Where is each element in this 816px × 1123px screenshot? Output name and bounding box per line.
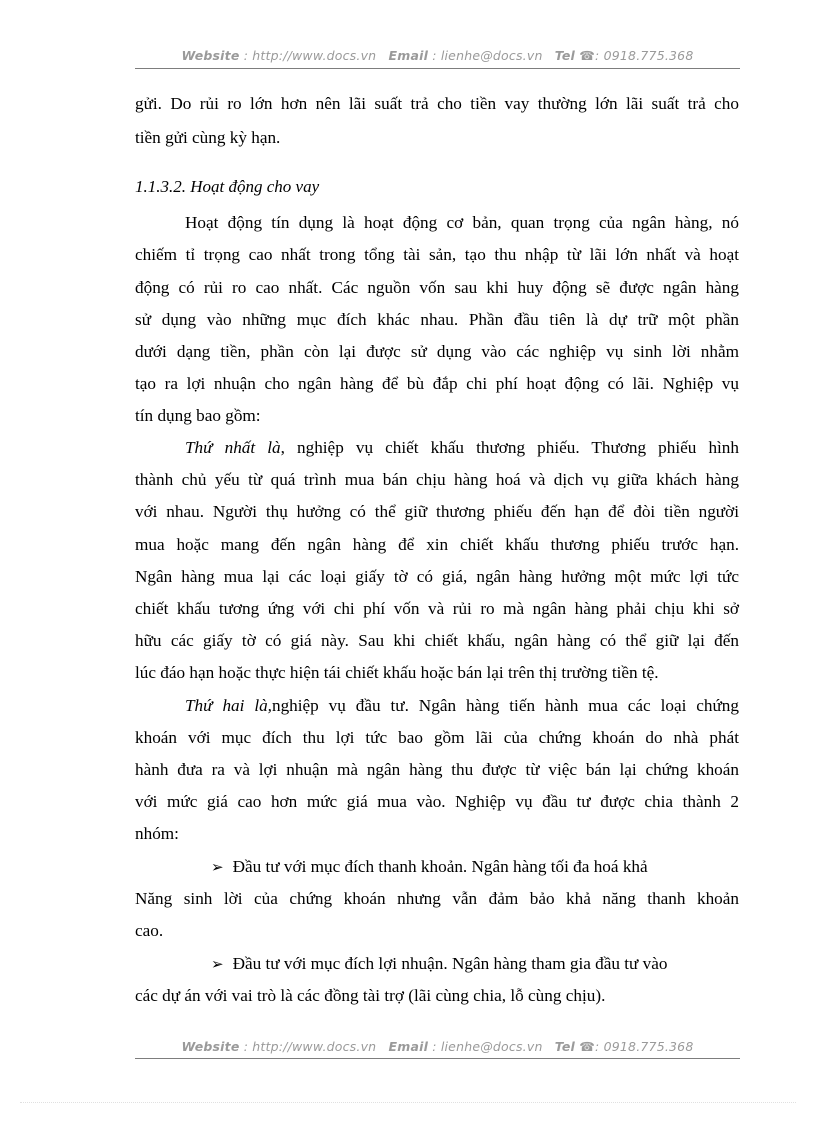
- text-line: Năng sinh lời của chứng khoán nhưng vẫn đảm bảo khả năng thanh khoản: [135, 889, 739, 908]
- email-label: Email: [388, 1039, 429, 1054]
- text-line: Hoạt động tín dụng là hoạt động cơ bản, quan trọng của ngân hàng, nó: [185, 213, 739, 232]
- emphasis-lead: Thứ hai là,: [185, 696, 272, 715]
- text-line: thành chủ yếu từ quá trình mua bán chịu hàng hoá và dịch vụ giữa khách hàng: [135, 470, 739, 489]
- text-line: các dự án với vai trò là các đồng tài trợ (lãi cùng chia, lỗ cùng chịu).: [135, 986, 606, 1005]
- text-line: khoán với mục đích thu lợi tức bao gồm lãi của chứng khoán do nhà phát: [135, 728, 739, 747]
- bullet-item: ➢ Đầu tư với mục đích thanh khoản. Ngân hàng tối đa hoá khả: [211, 857, 648, 876]
- text-line: sử dụng vào những mục đích khác nhau. Phần đầu tiên là dự trữ một phần: [135, 310, 739, 329]
- text-line: lúc đáo hạn hoặc thực hiện tái chiết khấu hoặc bán lại trên thị trường tiền tệ.: [135, 663, 659, 682]
- website-value: : http://www.docs.vn: [243, 48, 377, 63]
- tel-value: : 0918.775.368: [595, 48, 694, 63]
- text-line: tiền gửi cùng kỳ hạn.: [135, 128, 281, 147]
- page-header: [135, 48, 740, 63]
- text-line: Thứ hai là,nghiệp vụ đầu tư. Ngân hàng tiến hành mua các loại chứng: [185, 696, 739, 715]
- email-value: : lienhe@docs.vn: [432, 48, 543, 63]
- tel-value: : 0918.775.368: [595, 1039, 694, 1054]
- text-line: chiết khấu tương ứng với chi phí vốn và rủi ro mà ngân hàng phải chịu khi sở: [135, 599, 739, 618]
- phone-icon: ☎: [579, 48, 596, 63]
- bullet-item: ➢ Đầu tư với mục đích lợi nhuận. Ngân hàng tham gia đầu tư vào: [211, 954, 668, 973]
- text-line: Thứ nhất là, nghiệp vụ chiết khấu thương phiếu. Thương phiếu hình: [185, 438, 739, 457]
- text-line: dưới dạng tiền, phần còn lại được sử dụng vào các nghiệp vụ sinh lời nhằm: [135, 342, 739, 361]
- tel-label: Tel: [554, 48, 576, 63]
- text-line: nhóm:: [135, 824, 179, 843]
- text-line: với nhau. Người thụ hưởng có thể giữ thương phiếu đến hạn để đòi tiền người: [135, 502, 739, 521]
- text-line: động có rủi ro cao nhất. Các nguồn vốn sau khi huy động sẽ được ngân hàng: [135, 278, 739, 297]
- website-label: Website: [181, 48, 240, 63]
- text-line: mua hoặc mang đến ngân hàng để xin chiết khấu thương phiếu trước hạn.: [135, 535, 739, 554]
- text-line: tín dụng bao gồm:: [135, 406, 261, 425]
- website-label: Website: [181, 1039, 240, 1054]
- page-bottom-divider: [20, 1102, 796, 1103]
- text-line: với mức giá cao hơn mức giá mua vào. Nghiệp vụ đầu tư được chia thành 2: [135, 792, 739, 811]
- section-heading: 1.1.3.2. Hoạt động cho vay: [135, 177, 320, 196]
- arrow-bullet-icon: ➢: [211, 955, 224, 973]
- footer-rule: [135, 1058, 740, 1059]
- text-line: hữu các giấy tờ có giá này. Sau khi chiết khấu, ngân hàng có thể giữ lại đến: [135, 631, 739, 650]
- email-value: : lienhe@docs.vn: [432, 1039, 543, 1054]
- phone-icon: ☎: [579, 1039, 596, 1054]
- website-value: : http://www.docs.vn: [243, 1039, 377, 1054]
- text-line: cao.: [135, 921, 164, 940]
- text-line: gửi. Do rủi ro lớn hơn nên lãi suất trả cho tiền vay thường lớn lãi suất trả cho: [135, 94, 739, 113]
- arrow-bullet-icon: ➢: [211, 858, 224, 876]
- page-footer: [135, 1039, 740, 1054]
- emphasis-lead: Thứ nhất là: [185, 438, 281, 457]
- text-line: hành đưa ra và lợi nhuận mà ngân hàng thu được từ việc bán lại chứng khoán: [135, 760, 739, 779]
- text-line: tạo ra lợi nhuận cho ngân hàng để bù đắp chi phí hoạt động có lãi. Nghiệp vụ: [135, 374, 739, 393]
- header-rule: [135, 68, 740, 69]
- text-line: chiếm tỉ trọng cao nhất trong tổng tài sản, tạo thu nhập từ lãi lớn nhất và hoạt: [135, 245, 739, 264]
- email-label: Email: [388, 48, 429, 63]
- tel-label: Tel: [554, 1039, 576, 1054]
- text-line: Ngân hàng mua lại các loại giấy tờ có giá, ngân hàng hưởng một mức lợi tức: [135, 567, 739, 586]
